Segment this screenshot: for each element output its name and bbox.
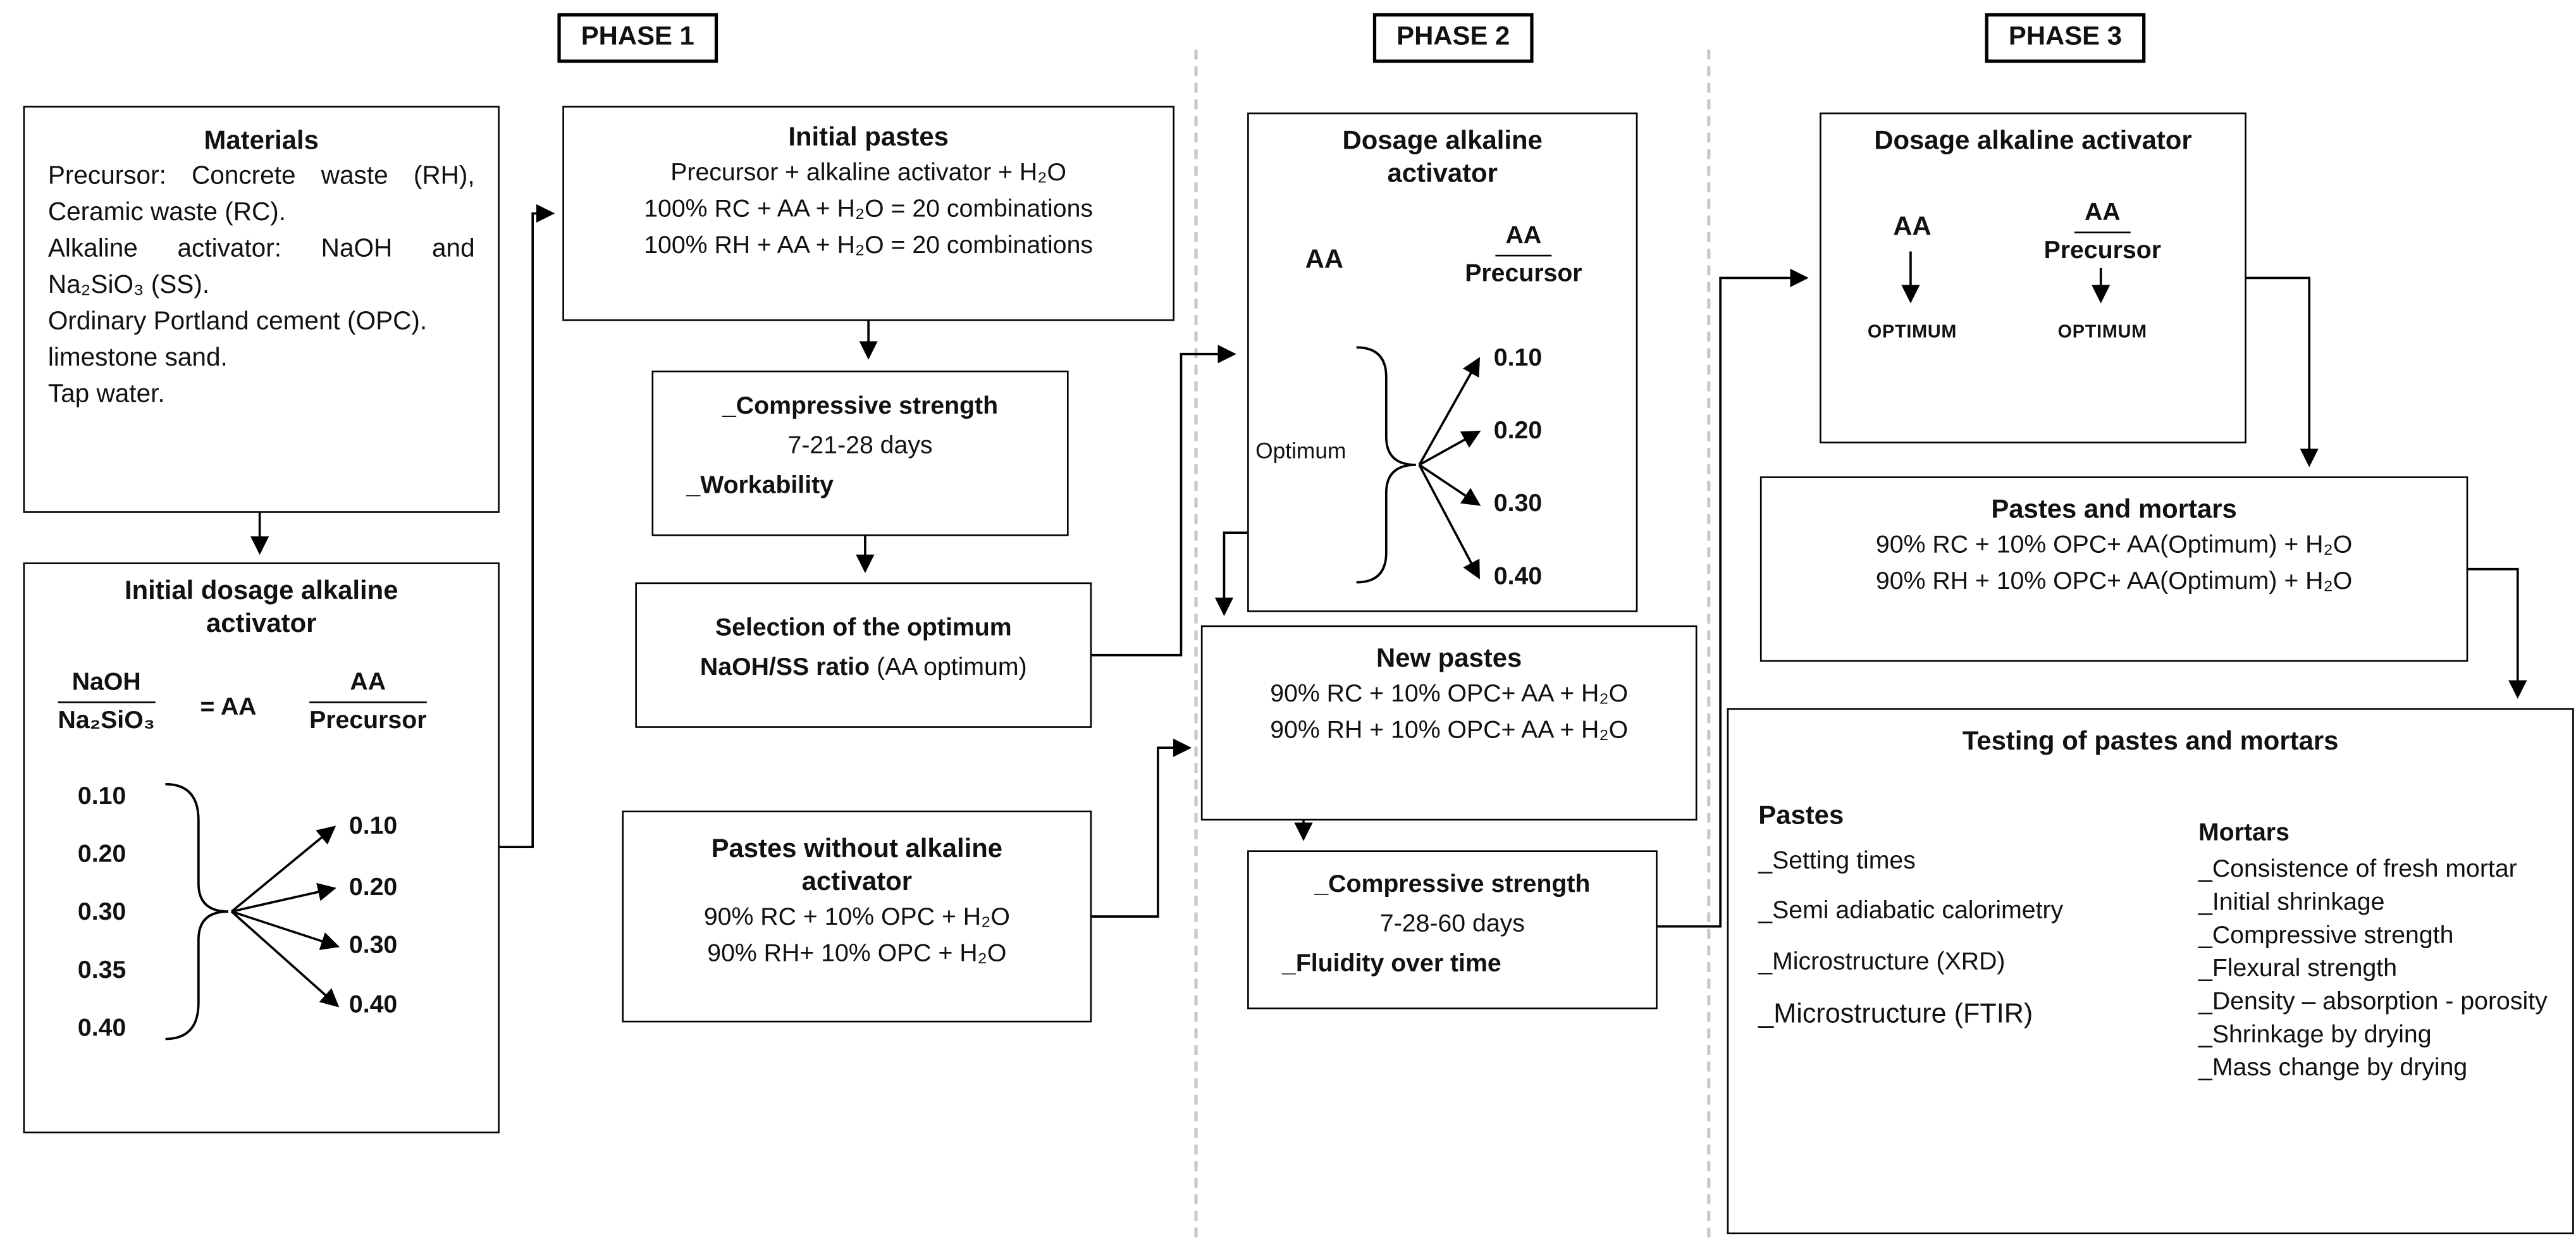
compressive-strength-label: _Compressive strength — [1314, 870, 1591, 899]
pastes-and-mortars-box — [1760, 476, 2468, 662]
arrow-dosage-p2-to-new-pastes — [1224, 533, 1247, 614]
fraction-denominator: Precursor — [1465, 259, 1582, 287]
dosage-left-value: 0.40 — [77, 1014, 126, 1042]
arrow-pastes-without-aa-to-new-pastes — [1092, 748, 1189, 917]
phase3-label: PHASE 3 — [2008, 23, 2122, 52]
mortars-test-item: _Initial shrinkage — [2198, 888, 2385, 917]
pastes-without-aa-line: 90% RH+ 10% OPC + H₂O — [707, 939, 1007, 968]
mortars-test-item: _Density – absorption - porosity — [2198, 987, 2548, 1016]
workability-label: _Workability — [686, 471, 834, 500]
dosage-activator-phase2-box — [1247, 113, 1637, 612]
aa-label: AA — [1893, 213, 1932, 242]
phase1-tests-box — [652, 371, 1069, 536]
aa-precursor-fraction — [1451, 220, 1596, 290]
pastes-and-mortars-title: Pastes and mortars — [1991, 496, 2237, 525]
new-pastes-line: 90% RH + 10% OPC+ AA + H₂O — [1270, 715, 1629, 744]
selection-line2-regular: (AA optimum) — [877, 653, 1027, 682]
phase1-phase2-divider — [1194, 49, 1197, 1237]
test-days-label: 7-28-60 days — [1379, 910, 1525, 939]
fluidity-label: _Fluidity over time — [1282, 949, 1501, 978]
testing-title: Testing of pastes and mortars — [1962, 727, 2339, 756]
fraction-numerator: AA — [2074, 197, 2130, 232]
mortars-test-item: _Consistence of fresh mortar — [2198, 855, 2517, 884]
pastes-test-item: _Microstructure (FTIR) — [1758, 999, 2033, 1029]
pastes-without-aa-line: 90% RC + 10% OPC + H₂O — [703, 903, 1010, 932]
materials-box — [23, 106, 500, 512]
selection-line2 — [637, 648, 1090, 688]
pastes-test-item: _Semi adiabatic calorimetry — [1758, 897, 2064, 925]
fraction-numerator: AA — [309, 667, 426, 702]
fraction-numerator: NaOH — [58, 667, 155, 702]
aa-precursor-fraction — [2033, 197, 2172, 266]
initial-dosage-title: Initial dosage alkaline activator — [124, 577, 398, 639]
selection-line1: Selection of the optimum — [715, 614, 1012, 642]
pastes-column-header: Pastes — [1758, 802, 1844, 830]
pastes-without-aa-title: Pastes without alkaline activator — [711, 835, 1003, 897]
aa-label: AA — [1305, 246, 1344, 275]
initial-pastes-line: Precursor + alkaline activator + H₂O — [670, 159, 1067, 187]
ratio-value: 0.20 — [1493, 417, 1543, 445]
fraction-denominator: Na₂SiO₃ — [58, 705, 155, 734]
dosage-left-value: 0.35 — [77, 956, 126, 985]
initial-pastes-box — [562, 106, 1174, 321]
materials-title: Materials — [204, 127, 319, 156]
optimum-label: Optimum — [1255, 438, 1347, 464]
initial-pastes-title: Initial pastes — [788, 124, 949, 152]
materials-line: Ordinary Portland cement (OPC). — [47, 307, 428, 336]
materials-line: Alkaline activator: NaOH and Na₂SiO₃ (SS). — [47, 235, 475, 300]
new-pastes-line: 90% RC + 10% OPC+ AA + H₂O — [1270, 679, 1629, 708]
arrow-dosage-to-initial-pastes — [500, 213, 553, 847]
materials-line: limestone sand. — [47, 344, 228, 373]
dosage-left-value: 0.20 — [77, 840, 126, 869]
fraction-denominator: Precursor — [309, 705, 427, 734]
initial-pastes-line: 100% RH + AA + H₂O = 20 combinations — [644, 230, 1094, 259]
new-pastes-box — [1201, 626, 1698, 821]
pastes-tests-column — [1758, 803, 2172, 1049]
ratio-value: 0.30 — [1493, 490, 1543, 518]
initial-dosage-box — [23, 562, 500, 1133]
mortars-tests-column — [2198, 819, 2559, 1085]
optimum-result-label: OPTIMUM — [2057, 323, 2147, 343]
pastes-without-aa-box — [622, 811, 1092, 1023]
dosage-left-value: 0.10 — [77, 782, 126, 811]
selection-optimum-box — [635, 583, 1092, 728]
equals-aa-label: = AA — [200, 693, 257, 722]
materials-line: Precursor: Concrete waste (RH), Ceramic waste (RC). — [47, 162, 475, 227]
initial-pastes-line: 100% RC + AA + H₂O = 20 combinations — [644, 194, 1094, 223]
mortars-test-item: _Mass change by drying — [2198, 1053, 2468, 1082]
dosage-right-value: 0.30 — [348, 931, 398, 960]
ratio-value: 0.40 — [1493, 562, 1543, 591]
mortars-test-item: _Flexural strength — [2198, 954, 2398, 983]
pastes-test-item: _Setting times — [1758, 847, 1916, 875]
naoh-ss-fraction — [58, 667, 155, 736]
dosage-right-value: 0.20 — [348, 873, 398, 902]
new-pastes-title: New pastes — [1376, 645, 1522, 674]
dosage-right-value: 0.10 — [348, 812, 398, 841]
arrow-selection-to-dosage-p2 — [1092, 354, 1234, 655]
dosage-phase2-title: Dosage alkaline activator — [1342, 127, 1543, 189]
mortars-column-header: Mortars — [2198, 818, 2289, 848]
pastes-test-item: _Microstructure (XRD) — [1758, 947, 2006, 975]
optimum-result-label: OPTIMUM — [1867, 323, 1957, 343]
fraction-numerator: AA — [1496, 220, 1551, 256]
compressive-strength-label: _Compressive strength — [722, 392, 999, 421]
testing-box — [1727, 708, 2574, 1234]
pastes-and-mortars-line: 90% RC + 10% OPC+ AA(Optimum) + H₂O — [1875, 531, 2353, 560]
test-days-label: 7-21-28 days — [787, 432, 933, 460]
phase1-label: PHASE 1 — [581, 23, 694, 52]
arrow-pastes-mortars-to-testing — [2468, 569, 2517, 696]
phase2-header — [1373, 13, 1534, 63]
phase1-header — [557, 13, 718, 63]
dosage-left-value: 0.30 — [77, 898, 126, 927]
ratio-value: 0.10 — [1493, 344, 1543, 373]
mortars-test-item: _Compressive strength — [2198, 921, 2454, 949]
pastes-and-mortars-line: 90% RH + 10% OPC+ AA(Optimum) + H₂O — [1875, 567, 2353, 595]
phase2-label: PHASE 2 — [1396, 23, 1510, 52]
phase3-header — [1985, 13, 2146, 63]
selection-line2-bold: NaOH/SS ratio — [699, 653, 877, 682]
materials-line: Tap water. — [47, 380, 165, 409]
dosage-phase3-title: Dosage alkaline activator — [1874, 127, 2192, 156]
arrow-dosage-p3-to-pastes-mortars — [2246, 278, 2309, 465]
phase2-phase3-divider — [1707, 49, 1710, 1237]
mortars-test-item: _Shrinkage by drying — [2198, 1020, 2432, 1049]
dosage-right-value: 0.40 — [348, 991, 398, 1020]
phase2-tests-box — [1247, 850, 1658, 1009]
aa-precursor-fraction — [309, 667, 426, 736]
fraction-denominator: Precursor — [2043, 235, 2161, 264]
dosage-activator-phase3-box — [1820, 113, 2246, 443]
